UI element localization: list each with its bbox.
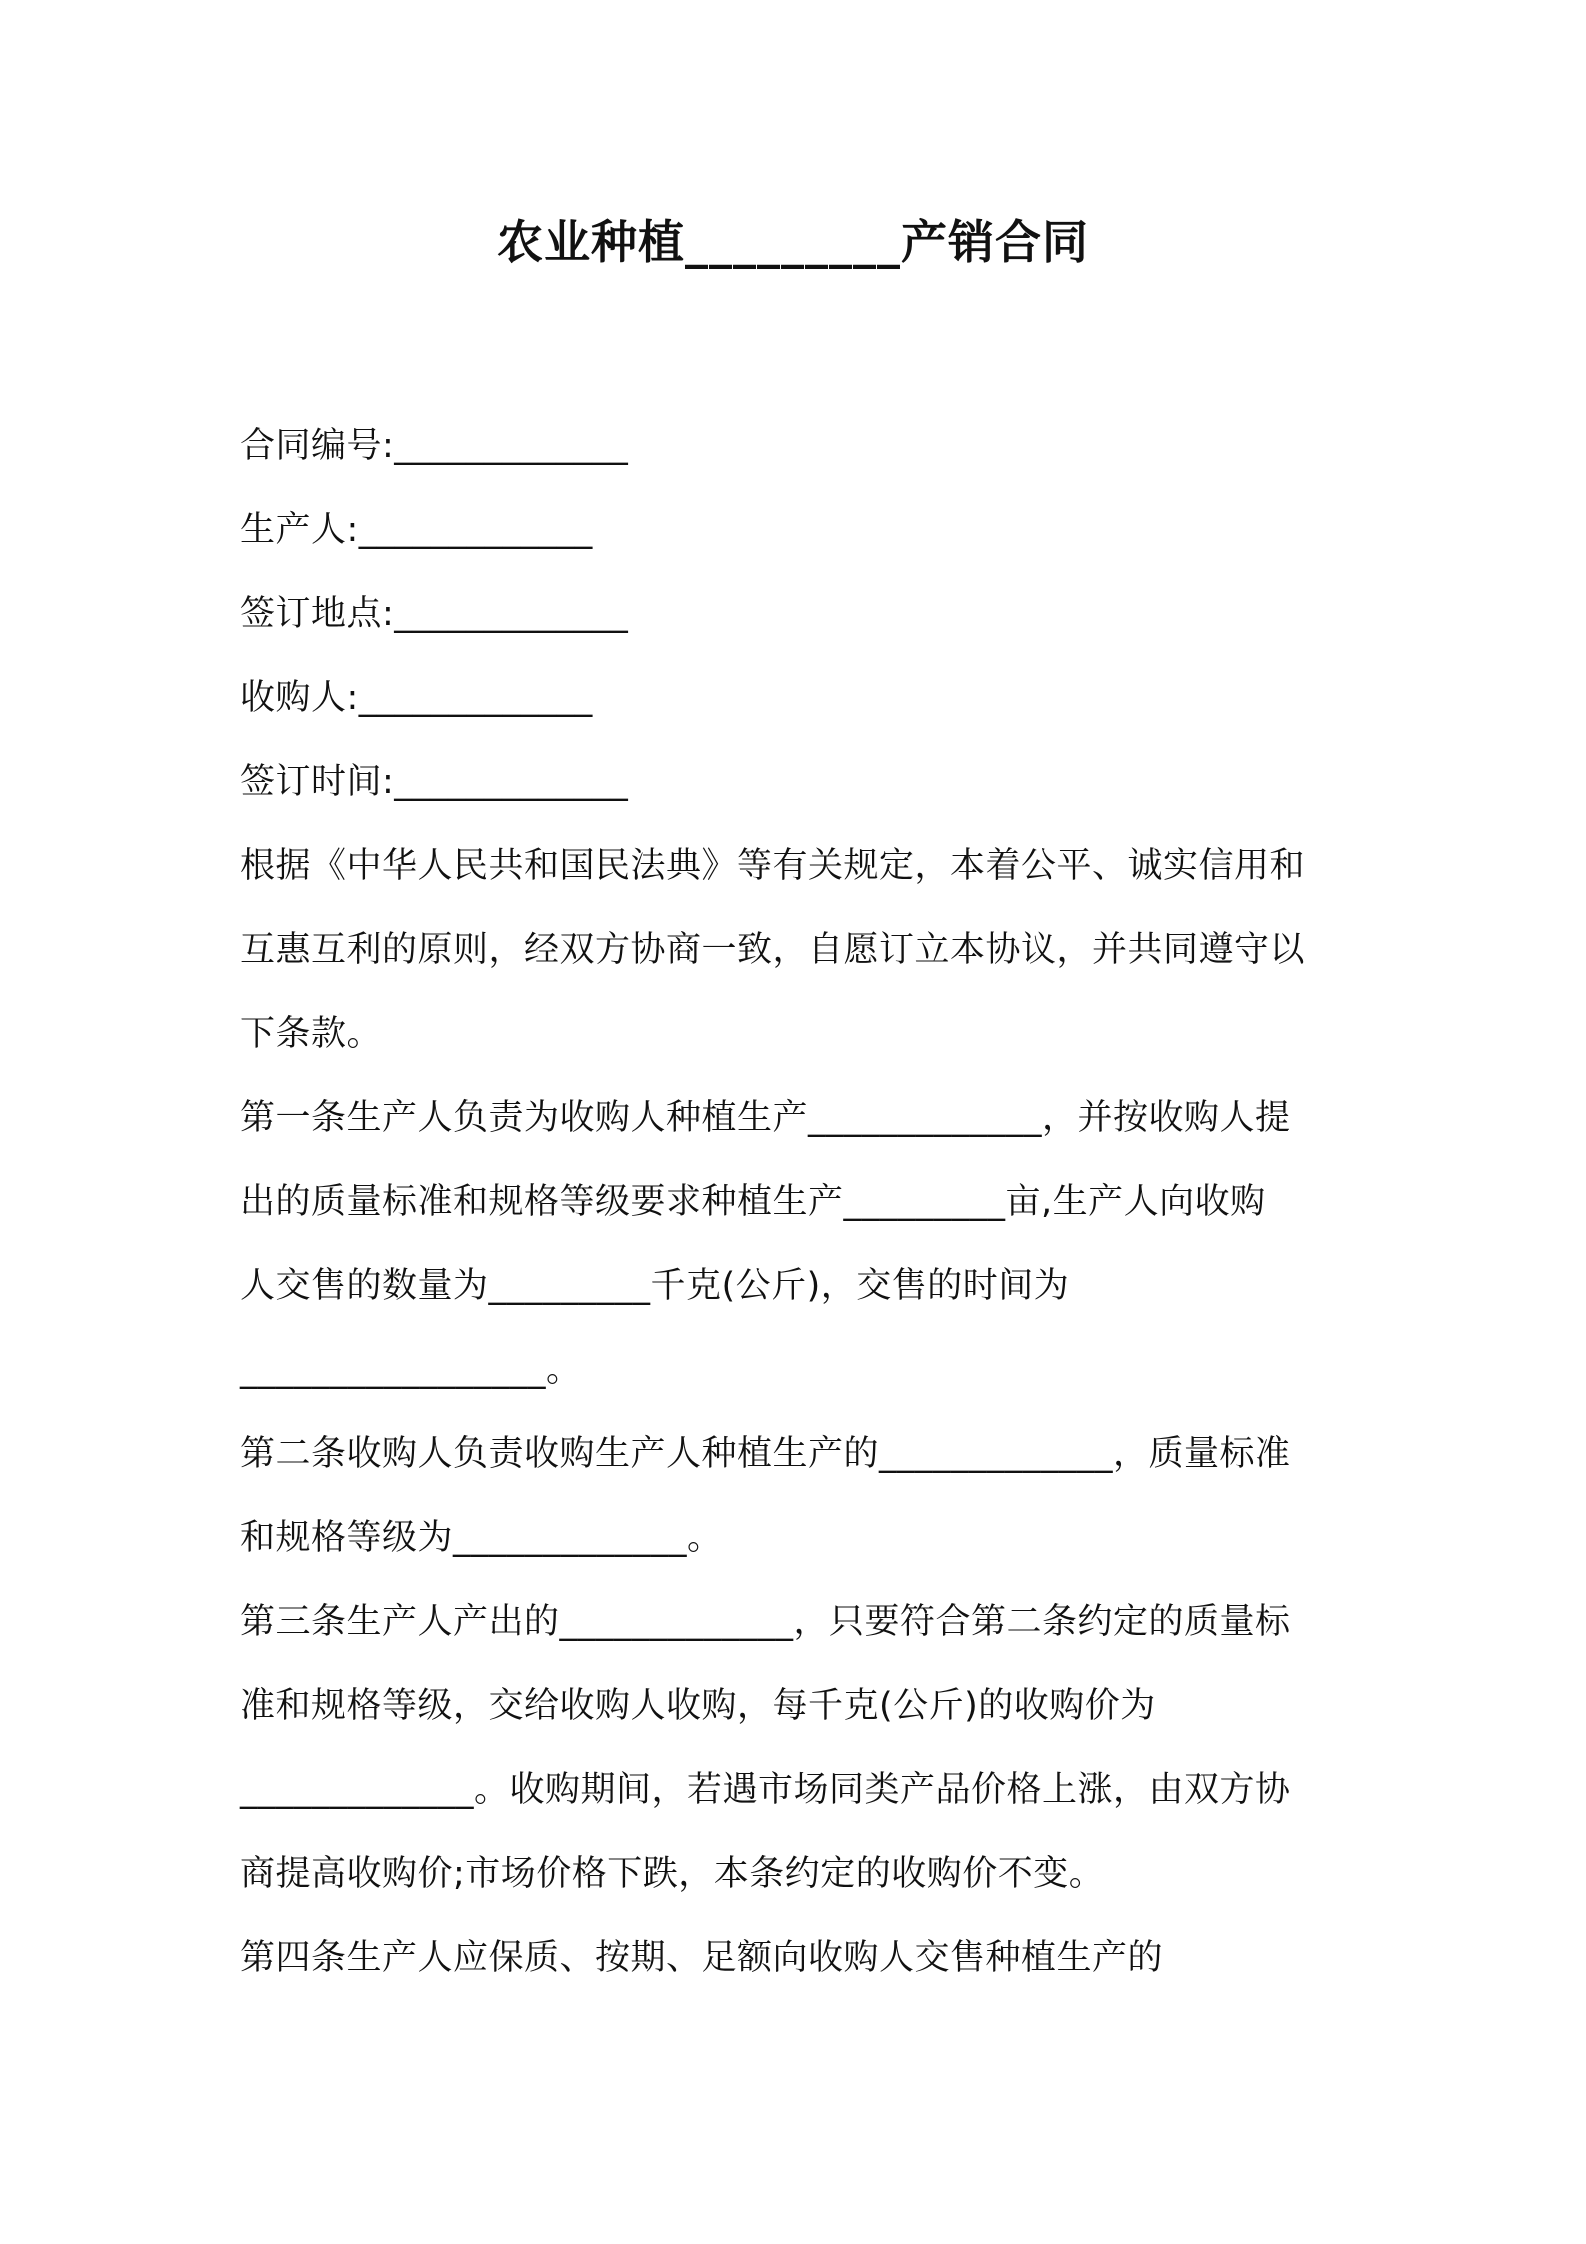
article-1-line: 第一条生产人负责为收购人种植生产_____________，并按收购人提 <box>240 1098 1291 1138</box>
contract-number-field: 合同编号:_____________ <box>240 426 629 466</box>
article-2-line: 第二条收购人负责收购生产人种植生产的_____________，质量标准 <box>240 1434 1291 1474</box>
preamble-line: 根据《中华人民共和国民法典》等有关规定，本着公平、诚实信用和 <box>240 846 1306 886</box>
article-1-line: 出的质量标准和规格等级要求种植生产_________亩,生产人向收购 <box>240 1182 1266 1222</box>
article-4-line: 第四条生产人应保质、按期、足额向收购人交售种植生产的 <box>240 1938 1164 1978</box>
preamble-line: 互惠互利的原则，经双方协商一致，自愿订立本协议，并共同遵守以 <box>240 930 1306 970</box>
document-body <box>240 404 1355 2000</box>
signing-place-field: 签订地点:_____________ <box>240 594 629 634</box>
preamble-line: 下条款。 <box>240 1014 383 1054</box>
article-1-line: 人交售的数量为_________千克(公斤)，交售的时间为 <box>240 1266 1070 1306</box>
article-1-line: _________________。 <box>240 1350 582 1390</box>
article-3-line: 商提高收购价;市场价格下跌，本条约定的收购价不变。 <box>240 1854 1105 1894</box>
article-2-line: 和规格等级为_____________。 <box>240 1518 723 1558</box>
article-3-line: 第三条生产人产出的_____________，只要符合第二条约定的质量标 <box>240 1602 1291 1642</box>
article-3-line: _____________。收购期间，若遇市场同类产品价格上涨，由双方协 <box>240 1770 1291 1810</box>
purchaser-field: 收购人:_____________ <box>240 678 593 718</box>
document-title: 农业种植_________产销合同 <box>497 215 1089 269</box>
article-3-line: 准和规格等级，交给收购人收购，每千克(公斤)的收购价为 <box>240 1686 1156 1726</box>
signing-time-field: 签订时间:_____________ <box>240 762 629 802</box>
producer-field: 生产人:_____________ <box>240 510 593 550</box>
